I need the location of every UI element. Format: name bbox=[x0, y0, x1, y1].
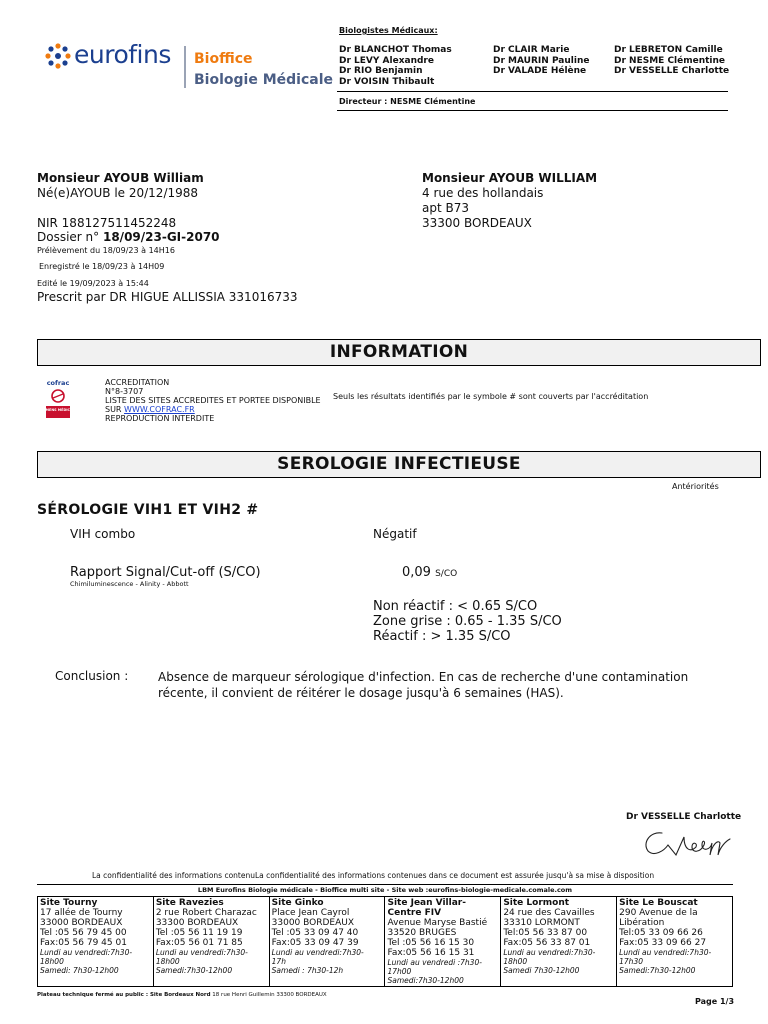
biologist-name: Dr VALADE Hélène bbox=[493, 66, 587, 76]
logo-subtitle: Biologie Médicale bbox=[194, 72, 333, 88]
eurofins-flower-icon bbox=[44, 42, 72, 70]
site-name: Site Lormont bbox=[503, 898, 570, 908]
site-hours: Samedi : 7h30-12h bbox=[271, 966, 344, 975]
biologist-name: Dr RIO Benjamin bbox=[339, 66, 423, 76]
site-line: Avenue Maryse Bastié bbox=[387, 918, 488, 928]
cofrac-sub: EXAMENS MÉDICAUX bbox=[38, 408, 78, 412]
biologists-col-1 bbox=[339, 45, 452, 87]
biologist-name: Dr CLAIR Marie bbox=[493, 45, 570, 55]
dossier-value: 18/09/23-GI-2070 bbox=[102, 230, 220, 244]
site-name: Site Ginko bbox=[271, 898, 324, 908]
site-line: Fax:05 33 09 66 27 bbox=[619, 938, 707, 948]
header-divider bbox=[337, 91, 728, 92]
biologist-name: Dr LEVY Alexandre bbox=[339, 55, 434, 66]
ratio-label: Rapport Signal/Cut-off (S/CO) bbox=[70, 565, 261, 580]
site-name: Site Tourny bbox=[40, 898, 98, 908]
site-line: Fax:05 56 33 87 01 bbox=[503, 938, 591, 948]
reproduction-notice: REPRODUCTION INTERDITE bbox=[105, 414, 215, 423]
site-hours: 17h bbox=[271, 957, 286, 966]
site-line: Fax:05 56 01 71 85 bbox=[155, 938, 243, 948]
address-line: apt B73 bbox=[422, 201, 469, 215]
lbm-line: LBM Eurofins Biologie médicale - Bioffice multi site - Site web :eurofins-biologie-medicale.comale.com bbox=[37, 884, 733, 895]
anteriorites-label: Antériorités bbox=[672, 482, 719, 491]
biologist-name: Dr VOISIN Thibault bbox=[339, 76, 435, 87]
biologists-col-2 bbox=[493, 45, 589, 77]
site-line: Place Jean Cayrol bbox=[271, 908, 350, 918]
site-line: 33300 BORDEAUX bbox=[155, 918, 239, 928]
site-hours: 17h30 bbox=[619, 957, 643, 966]
accreditation-link-line bbox=[105, 405, 321, 414]
accreditation-line: N°8-3707 bbox=[105, 387, 144, 396]
site-line: Fax:05 33 09 47 39 bbox=[271, 938, 359, 948]
site-hours: 18h00 bbox=[40, 957, 64, 966]
site-line: 24 rue des Cavailles bbox=[503, 908, 595, 918]
plateau-bold: Plateau technique fermé au public : Site Bordeaux Nord bbox=[37, 992, 211, 998]
site-hours: Lundi au vendredi :7h30- bbox=[387, 958, 482, 967]
site-line: 33000 BORDEAUX bbox=[271, 918, 355, 928]
prescriber: Prescrit par DR HIGUE ALLISSIA 331016733 bbox=[37, 290, 298, 304]
address-name: Monsieur AYOUB WILLIAM bbox=[422, 171, 598, 185]
edite-date: Edité le 19/09/2023 à 15:44 bbox=[37, 279, 149, 288]
site-hours: Samedi:7h30-12h00 bbox=[387, 976, 464, 985]
ratio-value-block bbox=[402, 565, 457, 580]
site-line: 33000 BORDEAUX bbox=[40, 918, 123, 928]
site-hours: Lundi au vendredi:7h30- bbox=[155, 948, 248, 957]
biologist-name: Dr VESSELLE Charlotte bbox=[614, 66, 730, 76]
site-cell bbox=[269, 897, 385, 987]
accreditation-block bbox=[105, 378, 321, 423]
site-hours: Samedi:7h30-12h00 bbox=[619, 966, 696, 975]
ratio-unit: S/CO bbox=[435, 569, 458, 579]
signature-image bbox=[640, 825, 735, 861]
site-line: Fax:05 56 16 15 31 bbox=[387, 948, 475, 958]
enregistre-date: Enregistré le 18/09/23 à 14H09 bbox=[39, 262, 165, 271]
site-line: Tel :05 56 11 19 19 bbox=[155, 928, 243, 938]
serology-subtitle: SÉROLOGIE VIH1 ET VIH2 # bbox=[37, 502, 259, 518]
conclusion-line: Absence de marqueur sérologique d'infection. En cas de recherche d'une contamination bbox=[158, 670, 689, 684]
conclusion-text bbox=[158, 669, 748, 701]
confidentiality-notice: La confidentialité des informations contenuLa confidentialité des informations contenues dans ce document est assurée jusqu'à sa mise à disposition bbox=[92, 871, 655, 880]
header-divider bbox=[337, 110, 728, 111]
site-hours: Lundi au vendredi:7h30- bbox=[40, 948, 133, 957]
serology-header: SEROLOGIE INFECTIEUSE bbox=[37, 451, 761, 478]
site-cell bbox=[617, 897, 733, 987]
site-name: Site Ravezies bbox=[155, 898, 224, 908]
site-hours: Lundi au vendredi:7h30- bbox=[271, 948, 364, 957]
site-line: 17 allée de Tourny bbox=[40, 908, 123, 918]
site-line: Tel:05 33 09 66 26 bbox=[619, 928, 703, 938]
site-line: 2 rue Robert Charazac bbox=[155, 908, 257, 918]
reference-line: Zone grise : 0.65 - 1.35 S/CO bbox=[373, 614, 562, 629]
reference-line: Réactif : > 1.35 S/CO bbox=[373, 629, 511, 644]
site-hours: Lundi au vendredi:7h30- bbox=[619, 948, 712, 957]
site-cell bbox=[38, 897, 154, 987]
signer-name: Dr VESSELLE Charlotte bbox=[626, 812, 742, 822]
site-hours: Samedi:7h30-12h00 bbox=[155, 966, 233, 975]
accreditation-line: ACCREDITATION bbox=[105, 378, 170, 387]
site-cell bbox=[385, 897, 501, 987]
biologists-title: Biologistes Médicaux: bbox=[339, 26, 438, 35]
site-hours: 17h00 bbox=[387, 967, 412, 976]
plateau-address: 18 rue Henri Guillemin 33300 BORDEAUX bbox=[210, 992, 327, 998]
site-hours: Samedi 7h30-12h00 bbox=[503, 966, 580, 975]
site-line: 290 Avenue de la bbox=[619, 908, 698, 918]
site-hours: Lundi au vendredi:7h30- bbox=[503, 948, 596, 957]
sur-label: SUR bbox=[105, 405, 125, 414]
site-line: Libération bbox=[619, 918, 665, 928]
patient-birth: Né(e)AYOUB le 20/12/1988 bbox=[37, 186, 199, 200]
biologist-name: Dr LEBRETON Camille bbox=[614, 45, 723, 55]
cofrac-label: cofrac bbox=[46, 379, 70, 387]
address-line: 33300 BORDEAUX bbox=[422, 216, 532, 230]
conclusion-line: récente, il convient de réitérer le dosage jusqu'à 6 semaines (HAS). bbox=[158, 686, 564, 700]
site-hours: 18h00 bbox=[155, 957, 180, 966]
reference-values bbox=[373, 599, 562, 644]
sites-table bbox=[37, 896, 733, 987]
patient-name: Monsieur AYOUB William bbox=[37, 171, 204, 185]
dossier-prefix: Dossier n° bbox=[37, 230, 103, 244]
reference-line: Non réactif : < 0.65 S/CO bbox=[373, 599, 538, 614]
site-line: Tel :05 56 79 45 00 bbox=[40, 928, 127, 938]
biologists-col-3 bbox=[614, 45, 729, 77]
vih-label: VIH combo bbox=[70, 527, 136, 541]
site-line: Fax:05 56 79 45 01 bbox=[40, 938, 127, 948]
page-number: Page 1/3 bbox=[695, 997, 735, 1006]
site-line: Tel :05 33 09 47 40 bbox=[271, 928, 359, 938]
site-hours: 18h00 bbox=[503, 957, 528, 966]
accreditation-note: Seuls les résultats identifiés par le symbole # sont couverts par l'accréditation bbox=[333, 392, 649, 401]
site-line: Tel :05 56 16 15 30 bbox=[387, 938, 475, 948]
biologist-name: Dr NESME Clémentine bbox=[614, 55, 726, 66]
site-line: Tel:05 56 33 87 00 bbox=[503, 928, 588, 938]
director: Directeur : NESME Clémentine bbox=[339, 97, 476, 106]
logo-wordmark: eurofins bbox=[74, 40, 171, 69]
plateau-notice bbox=[37, 992, 327, 998]
accreditation-line: LISTE DES SITES ACCREDITES ET PORTEE DISPONIBLE bbox=[105, 396, 321, 405]
site-cell bbox=[153, 897, 269, 987]
patient-nir: NIR 188127511452248 bbox=[37, 216, 177, 230]
cofrac-logo bbox=[38, 378, 78, 420]
site-name: Site Jean Villar-Centre FIV bbox=[387, 898, 466, 918]
biologist-name: Dr MAURIN Pauline bbox=[493, 55, 590, 66]
prelevement-date: Prélèvement du 18/09/23 à 14H16 bbox=[37, 246, 175, 255]
ratio-value: 0,09 bbox=[402, 565, 431, 580]
conclusion-label: Conclusion : bbox=[55, 669, 129, 683]
ratio-method: Chimiluminescence - Alinity - Abbott bbox=[70, 580, 189, 588]
biologist-name: Dr BLANCHOT Thomas bbox=[339, 45, 452, 55]
site-line: 33520 BRUGES bbox=[387, 928, 457, 938]
vih-value: Négatif bbox=[373, 527, 417, 541]
logo-separator bbox=[184, 46, 186, 88]
eurofins-logo bbox=[44, 40, 334, 90]
address-line: 4 rue des hollandais bbox=[422, 186, 544, 200]
cofrac-link[interactable]: WWW.COFRAC.FR bbox=[124, 405, 195, 414]
site-name: Site Le Bouscat bbox=[619, 898, 698, 908]
information-header: INFORMATION bbox=[37, 339, 761, 366]
dossier-number bbox=[37, 230, 220, 245]
site-line: 33310 LORMONT bbox=[503, 918, 580, 928]
logo-brand: Bioffice bbox=[194, 51, 253, 67]
site-cell bbox=[501, 897, 617, 987]
site-hours: Samedi: 7h30-12h00 bbox=[40, 966, 119, 975]
